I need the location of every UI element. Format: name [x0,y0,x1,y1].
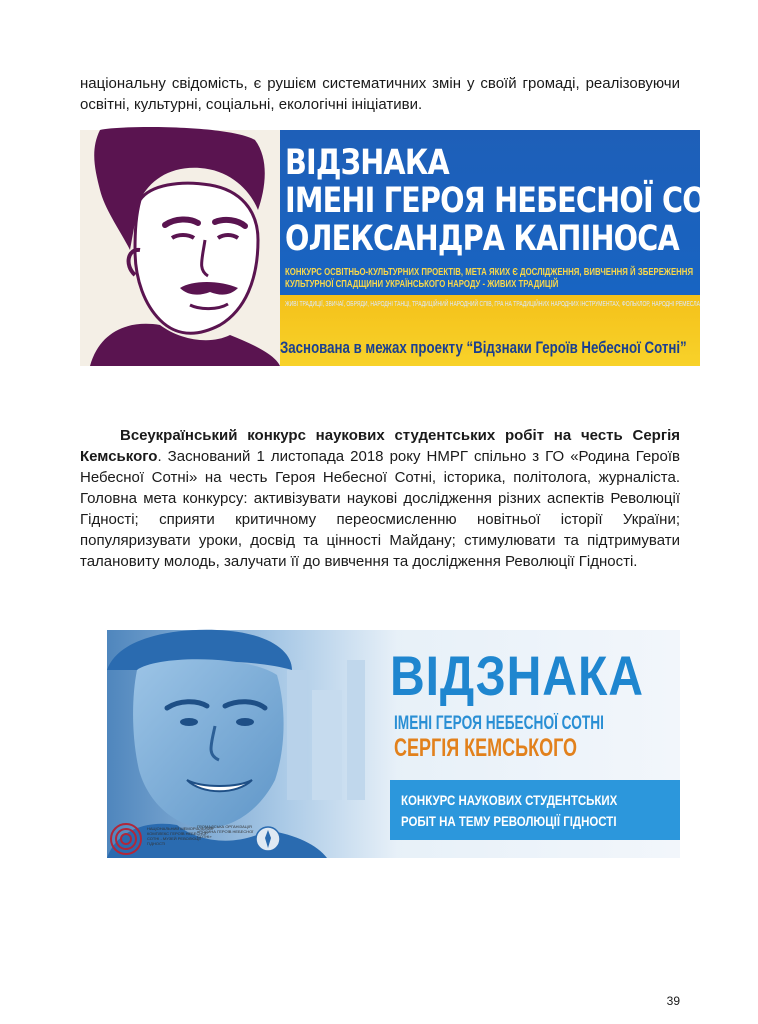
banner1-subtitle: КОНКУРС ОСВІТНЬО-КУЛЬТУРНИХ ПРОЕКТІВ, МЕТА ЯКИХ Є ДОСЛІДЖЕННЯ, ВИВЧЕННЯ Й ЗБЕРЕЖЕННЯ КУЛЬТУРНОЇ СПАДЩИНИ УКРАЇНСЬКОГО НАРОДУ - ЖИВИХ ТРАДИЦІЙ [285,267,694,290]
banner2-contest-box [390,780,680,840]
banner2-box-line1: КОНКУРС НАУКОВИХ СТУДЕНТСЬКИХ [401,792,618,808]
paragraph-intro: національну свідомість, є рушієм систематичних змін у своїй громаді, реалізовуючи освітні, культурні, соціальні, екологічні ініціативи. [80,75,680,113]
paragraph-kemsky-contest [80,425,680,572]
museum-logo-icon [109,822,143,856]
kapinos-portrait-illustration [80,130,280,366]
banner1-small-text: ЖИВІ ТРАДИЦІЇ, ЗВИЧАЇ, ОБРЯДИ, НАРОДНІ ТАНЦІ, ТРАДИЦІЙНИЙ НАРОДНИЙ СПІВ, ГРА НА ТРАДИЦІЙНИХ НАРОДНИХ ІНСТРУМЕНТАХ, ФОЛЬКЛОР, НАРОДНІ РЕМЕСЛА [285,301,700,308]
banner2-honoree-name: СЕРГІЯ КЕМСЬКОГО [394,734,578,762]
page-number: 39 [666,994,680,1008]
kapinos-award-banner [80,130,758,366]
banner2-title: ВІДЗНАКА [390,644,644,707]
banner2-logos [107,820,387,858]
banner1-title-line3: ОЛЕКСАНДРА КАПІНОСА [285,219,679,259]
banner1-title-line2: ІМЕНІ ГЕРОЯ НЕБЕСНОЇ СОТНІ [285,181,758,221]
contest-name: Всеукраїнський конкурс наукових студентських робіт на честь Сергія Кемського [80,427,680,465]
banner2-box-line2: РОБІТ НА ТЕМУ РЕВОЛЮЦІЇ ГІДНОСТІ [401,813,617,829]
contest-description: . Заснований 1 листопада 2018 року НМРГ спільно з ГО «Родина Героїв Небесної Сотні» на честь Героя Небесної Сотні, історика, політолога, журналіста. Головна мета конкурсу: активізувати наукові дослідження різних аспектів Революції Гідності; сприяти критичному переосмисленню новітньої історії України; популяризувати уроки, досвід та цінності Майдану; стимулювати та підтримувати талановиту молодь, залучати її до вивчення та дослідження Революції Гідності. [80,448,680,570]
kemsky-award-banner [107,630,680,858]
banner2-subtitle: ІМЕНІ ГЕРОЯ НЕБЕСНОЇ СОТНІ [394,713,604,734]
museum-logo-text: НАЦІОНАЛЬНИЙ МЕМОРІАЛЬНИЙ КОМПЛЕКС ГЕРОЇВ НЕБЕСНОЇ СОТНІ - МУЗЕЙ РЕВОЛЮЦІЇ ГІДНОСТІ [147,826,214,846]
family-org-logo-text: ГРОМАДСЬКА ОРГАНІЗАЦІЯ «РОДИНА ГЕРОЇВ НЕБЕСНОЇ СОТНІ» [197,824,254,839]
family-org-logo-icon [255,824,281,854]
banner1-bottom-caption: Заснована в межах проекту “Відзнаки Героїв Небесної Сотні” [280,338,687,357]
banner1-title-line1: ВІДЗНАКА [285,143,449,183]
